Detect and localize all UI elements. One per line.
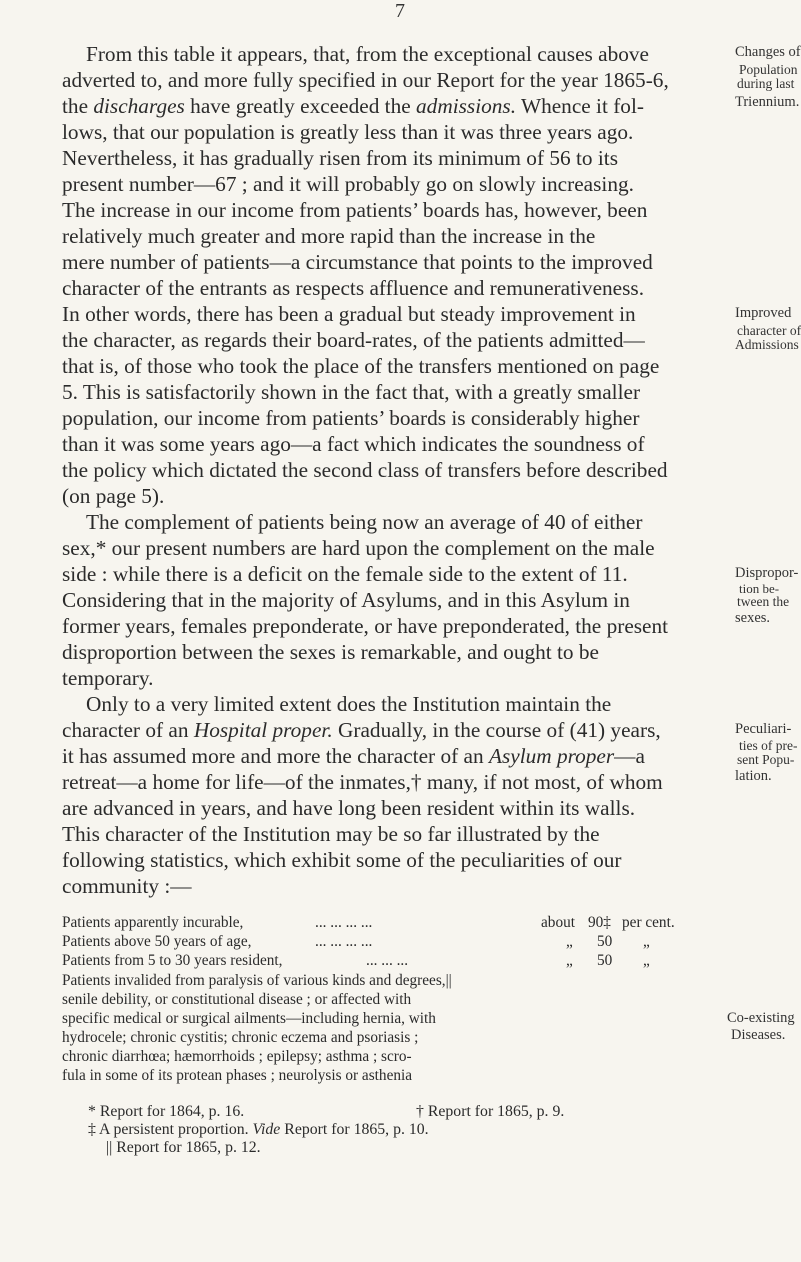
footnote: || Report for 1865, p. 12. <box>106 1139 261 1156</box>
stat-value: 50 <box>597 933 613 950</box>
stat-row <box>62 933 251 951</box>
body-line: following statistics, which exhibit some of the peculiarities of our <box>62 848 622 872</box>
italic-hospital-proper: Hospital proper. <box>193 718 333 742</box>
body-line: the character, as regards their board-rates, of the patients admitted— <box>62 328 645 352</box>
sidenote-line: Triennium. <box>735 94 800 110</box>
body-line: disproportion between the sexes is remarkable, and ought to be <box>62 640 600 664</box>
invalided-line: specific medical or surgical ailments—including hernia, with <box>62 1010 436 1027</box>
body-line: side : while there is a deficit on the female side to the extent of 11. <box>62 562 628 586</box>
body-line: character of an Hospital proper. Gradually, in the course of (41) years, <box>62 718 661 742</box>
body-line: The complement of patients being now an average of 40 of either <box>86 510 643 534</box>
stat-label: Patients apparently incurable, <box>62 914 244 931</box>
sidenote-line: Co-existing <box>727 1010 795 1026</box>
stat-label: Patients above 50 years of age, <box>62 933 252 950</box>
stat-prefix: about <box>541 914 575 931</box>
sidenote-line: Admissions <box>735 337 799 352</box>
stat-label: Patients from 5 to 30 years resident, <box>62 952 283 969</box>
italic-admissions: admissions. <box>416 94 517 118</box>
body-line: relatively much greater and more rapid than the increase in the <box>62 224 596 248</box>
stat-prefix: „ <box>566 952 573 969</box>
body-line: retreat—a home for life—of the inmates,† many, if not most, of whom <box>62 770 663 794</box>
sidenote-line: Changes of <box>735 44 801 60</box>
body-line: Only to a very limited extent does the Institution maintain the <box>86 692 612 716</box>
body-line: the policy which dictated the second class of transfers before described <box>62 458 668 482</box>
stat-row <box>62 914 243 932</box>
invalided-line: chronic diarrhœa; hæmorrhoids ; epilepsy; asthma ; scro- <box>62 1048 412 1065</box>
sidenote-line: tween the <box>737 594 790 609</box>
stat-leader: ... ... ... ... <box>315 933 373 950</box>
footnote-part: Report for 1865, p. 10. <box>284 1121 429 1138</box>
body-line: the discharges have greatly exceeded the admissions. Whence it fol- <box>62 94 644 118</box>
stat-unit: per cent. <box>622 914 675 931</box>
body-line: present number—67 ; and it will probably go on slowly increasing. <box>62 172 634 196</box>
invalided-line: fula in some of its protean phases ; neurolysis or asthenia <box>62 1067 413 1084</box>
invalided-line: hydrocele; chronic cystitis; chronic eczema and psoriasis ; <box>62 1029 419 1046</box>
footnote <box>88 1121 429 1139</box>
stat-leader: ... ... ... <box>366 952 409 969</box>
sidenote-line: character of <box>737 323 801 338</box>
body-line: lows, that our population is greatly less than it was three years ago. <box>62 120 634 144</box>
body-line: population, our income from patients’ boards is considerably higher <box>62 406 640 430</box>
sidenote-line: tion be- <box>739 581 780 596</box>
sidenote-line: Peculiari- <box>735 721 792 737</box>
sidenote-line: ties of pre- <box>739 738 798 753</box>
sidenote-line: during last <box>737 76 795 91</box>
body-line: adverted to, and more fully specified in our Report for the year 1865-6, <box>62 68 669 92</box>
body-line: Considering that in the majority of Asylums, and in this Asylum in <box>62 588 630 612</box>
italic-asylum-proper: Asylum proper <box>488 744 615 768</box>
body-line: In other words, there has been a gradual but steady improvement in <box>62 302 636 326</box>
body-line: 5. This is satisfactorily shown in the fact that, with a greatly smaller <box>62 380 641 404</box>
footnote: * Report for 1864, p. 16. <box>88 1103 245 1120</box>
stat-leader: ... ... ... ... <box>315 914 373 931</box>
body-line: it has assumed more and more the character of an Asylum proper—a <box>62 744 645 768</box>
sidenote-line: Dispropor- <box>735 565 799 581</box>
body-line: community :— <box>62 874 192 898</box>
body-line: (on page 5). <box>62 484 165 508</box>
body-line: The increase in our income from patients’ boards has, however, been <box>62 198 648 222</box>
footnote: † Report for 1865, p. 9. <box>416 1103 565 1120</box>
stat-value: 50 <box>597 952 613 969</box>
invalided-line: senile debility, or constitutional disease ; or affected with <box>62 991 412 1008</box>
invalided-line: Patients invalided from paralysis of various kinds and degrees,|| <box>62 972 452 989</box>
footnote-vide: Vide <box>252 1121 281 1138</box>
body-line: mere number of patients—a circumstance that points to the improved <box>62 250 653 274</box>
sidenote-line: Population <box>739 62 798 77</box>
stat-value: 90‡ <box>588 914 611 931</box>
body-line: Nevertheless, it has gradually risen from its minimum of 56 to its <box>62 146 618 170</box>
body-line: This character of the Institution may be so far illustrated by the <box>62 822 600 846</box>
page-number: 7 <box>395 0 405 22</box>
stat-prefix: „ <box>566 933 573 950</box>
stat-unit: „ <box>643 952 650 969</box>
body-line: that is, of those who took the place of the transfers mentioned on page <box>62 354 660 378</box>
body-line: than it was some years ago—a fact which indicates the soundness of <box>62 432 645 456</box>
body-line: From this table it appears, that, from the exceptional causes above <box>86 42 650 66</box>
sidenote-line: Diseases. <box>731 1027 786 1043</box>
body-line: sex,* our present numbers are hard upon the complement on the male <box>62 536 655 560</box>
stat-unit: „ <box>643 933 650 950</box>
sidenote-line: sent Popu- <box>737 752 795 767</box>
stat-row <box>62 952 282 970</box>
footnote-part: ‡ A persistent proportion. <box>88 1121 249 1138</box>
sidenote-line: sexes. <box>735 610 771 626</box>
body-line: character of the entrants as respects affluence and remunerativeness. <box>62 276 645 300</box>
body-line: are advanced in years, and have long been resident within its walls. <box>62 796 636 820</box>
sidenote-line: lation. <box>735 768 772 784</box>
italic-discharges: discharges <box>93 94 185 118</box>
body-line: former years, females preponderate, or have preponderated, the present <box>62 614 669 638</box>
body-line: temporary. <box>62 666 154 690</box>
sidenote-line: Improved <box>735 305 792 321</box>
